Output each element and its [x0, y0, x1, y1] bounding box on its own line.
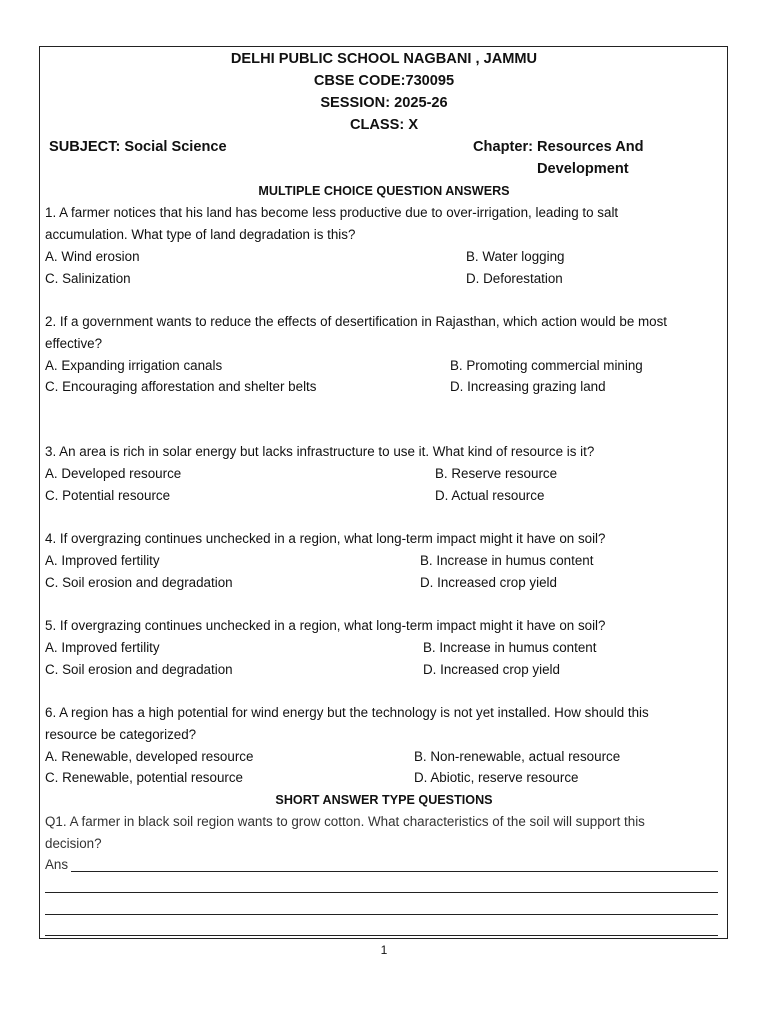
- answer-line[interactable]: [45, 914, 718, 915]
- option-c: C. Soil erosion and degradation: [45, 575, 233, 590]
- option-d: D. Abiotic, reserve resource: [414, 770, 579, 785]
- option-c: C. Potential resource: [45, 488, 171, 503]
- school-name: DELHI PUBLIC SCHOOL NAGBANI , JAMMU: [230, 51, 538, 67]
- option-b: B. Water logging: [466, 249, 565, 264]
- option-c: C. Soil erosion and degradation: [45, 662, 233, 677]
- question-text: 5. If overgrazing continues unchecked in a region, what long-term impact might it have on soil?: [45, 618, 606, 633]
- option-a: A. Improved fertility: [45, 553, 160, 568]
- short-answer-heading: SHORT ANSWER TYPE QUESTIONS: [275, 793, 493, 807]
- option-b: B. Promoting commercial mining: [450, 358, 643, 373]
- question-text: 2. If a government wants to reduce the effects of desertification in Rajasthan, which action would be most: [45, 314, 668, 329]
- sa-q1-text: A farmer in black soil region wants to grow cotton. What characteristics of the soil will support this: [66, 814, 645, 829]
- sa-question-1: [45, 813, 645, 831]
- sa-q1-text-line2: decision?: [45, 836, 102, 851]
- option-b: B. Increase in humus content: [420, 553, 594, 568]
- option-d: D. Actual resource: [435, 488, 545, 503]
- question-text: 1. A farmer notices that his land has become less productive due to over-irrigation, leading to salt: [45, 205, 619, 220]
- answer-label: Ans: [45, 857, 69, 872]
- class-label: CLASS: X: [349, 117, 419, 133]
- option-b: B. Non-renewable, actual resource: [414, 749, 621, 764]
- option-c: C. Encouraging afforestation and shelter belts: [45, 379, 317, 394]
- option-b: B. Increase in humus content: [423, 640, 597, 655]
- cbse-code: CBSE CODE:730095: [313, 73, 455, 89]
- subject-label: SUBJECT: Social Science: [49, 139, 227, 155]
- option-d: D. Deforestation: [466, 271, 563, 286]
- chapter-label-line2: Development: [537, 161, 629, 177]
- question-text: 6. A region has a high potential for wind energy but the technology is not yet installed. How should this: [45, 705, 649, 720]
- sa-q1-label: Q1.: [45, 814, 67, 829]
- option-d: D. Increased crop yield: [423, 662, 560, 677]
- question-text: 4. If overgrazing continues unchecked in a region, what long-term impact might it have on soil?: [45, 531, 606, 546]
- option-c: C. Renewable, potential resource: [45, 770, 243, 785]
- session: SESSION: 2025-26: [320, 95, 448, 111]
- option-a: A. Renewable, developed resource: [45, 749, 254, 764]
- option-c: C. Salinization: [45, 271, 131, 286]
- option-d: D. Increased crop yield: [420, 575, 557, 590]
- option-a: A. Wind erosion: [45, 249, 140, 264]
- option-d: D. Increasing grazing land: [450, 379, 606, 394]
- answer-line[interactable]: [45, 892, 718, 893]
- mcq-heading: MULTIPLE CHOICE QUESTION ANSWERS: [258, 184, 510, 198]
- option-a: A. Developed resource: [45, 466, 182, 481]
- question-text: 3. An area is rich in solar energy but lacks infrastructure to use it. What kind of resource is it?: [45, 444, 595, 459]
- chapter-label-line1: Chapter: Resources And: [473, 139, 644, 155]
- option-a: A. Expanding irrigation canals: [45, 358, 223, 373]
- question-text: effective?: [45, 336, 103, 351]
- option-b: B. Reserve resource: [435, 466, 558, 481]
- answer-line[interactable]: [45, 935, 718, 936]
- question-text: resource be categorized?: [45, 727, 197, 742]
- option-a: A. Improved fertility: [45, 640, 160, 655]
- page-number: 1: [380, 943, 388, 957]
- answer-line[interactable]: [71, 871, 718, 872]
- question-text: accumulation. What type of land degradation is this?: [45, 227, 356, 242]
